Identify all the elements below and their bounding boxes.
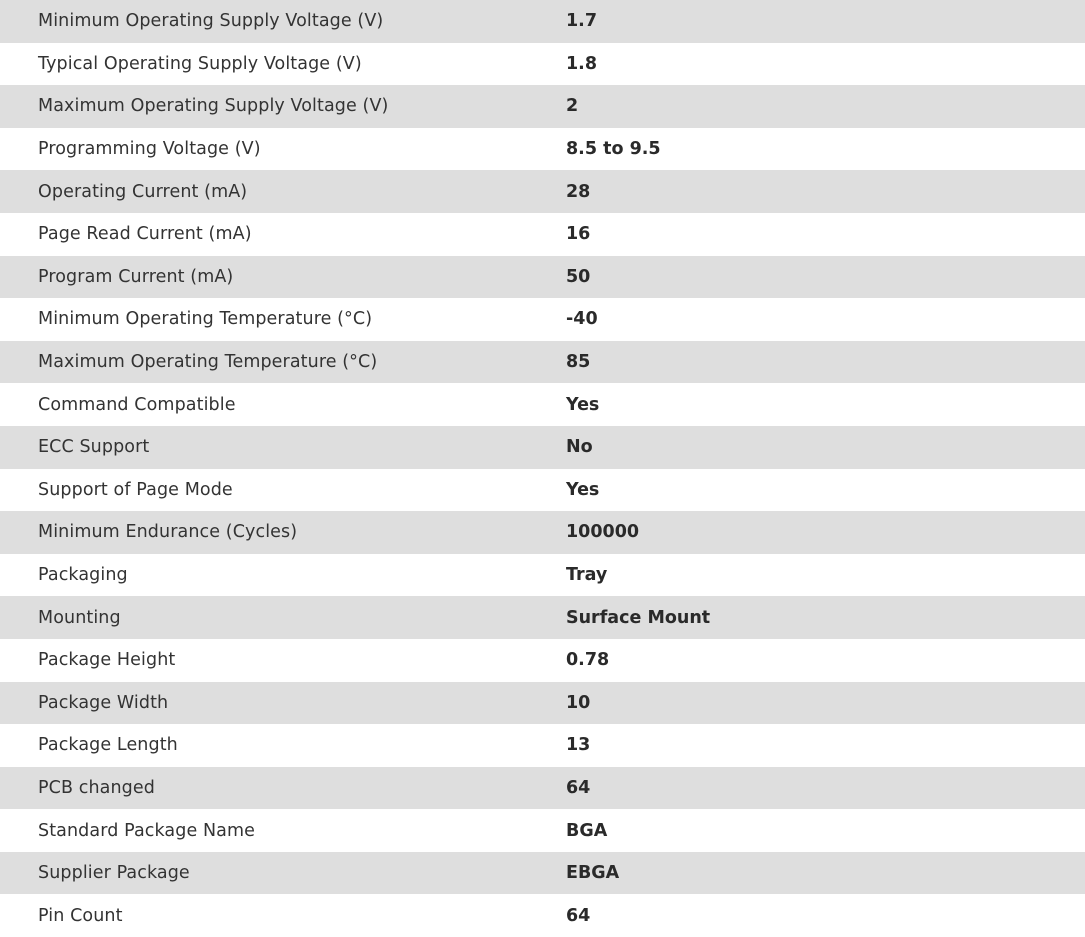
spec-label: Programming Voltage (V) (38, 139, 261, 160)
spec-row (0, 213, 1085, 256)
spec-label: Package Height (38, 650, 176, 671)
spec-label: Support of Page Mode (38, 479, 233, 500)
spec-label: Page Read Current (mA) (38, 224, 252, 245)
spec-row (0, 426, 1085, 469)
spec-value: Tray (566, 565, 608, 586)
spec-label: PCB changed (38, 777, 155, 798)
spec-row (0, 469, 1085, 512)
spec-value: 8.5 to 9.5 (566, 139, 661, 160)
spec-label: Minimum Operating Supply Voltage (V) (38, 11, 384, 32)
spec-value: 1.8 (566, 53, 598, 74)
spec-row (0, 341, 1085, 384)
spec-label: Supplier Package (38, 863, 190, 884)
spec-row (0, 0, 1085, 43)
spec-row (0, 170, 1085, 213)
spec-label: Minimum Operating Temperature (°C) (38, 309, 373, 330)
spec-value: 50 (566, 266, 591, 287)
spec-value: 0.78 (566, 650, 610, 671)
spec-value: No (566, 437, 593, 458)
spec-row (0, 128, 1085, 171)
spec-row (0, 682, 1085, 725)
spec-label: Pin Count (38, 905, 123, 926)
spec-value: 64 (566, 777, 591, 798)
spec-row (0, 852, 1085, 895)
spec-row (0, 298, 1085, 341)
spec-label: Minimum Endurance (Cycles) (38, 522, 298, 543)
spec-label: Typical Operating Supply Voltage (V) (38, 53, 362, 74)
spec-label: Program Current (mA) (38, 266, 234, 287)
spec-value: 64 (566, 905, 591, 926)
spec-value: -40 (566, 309, 598, 330)
spec-value: 28 (566, 181, 591, 202)
spec-value: BGA (566, 820, 608, 841)
spec-value: Yes (566, 394, 600, 415)
spec-row (0, 511, 1085, 554)
spec-label: Command Compatible (38, 394, 236, 415)
spec-row (0, 639, 1085, 682)
spec-value: 16 (566, 224, 591, 245)
spec-value: Yes (566, 479, 600, 500)
spec-row (0, 596, 1085, 639)
spec-row (0, 554, 1085, 597)
spec-label: Package Width (38, 692, 169, 713)
spec-value: Surface Mount (566, 607, 711, 628)
spec-value: 13 (566, 735, 591, 756)
spec-label: Operating Current (mA) (38, 181, 248, 202)
spec-row (0, 85, 1085, 128)
spec-label: ECC Support (38, 437, 150, 458)
spec-value: 10 (566, 692, 591, 713)
spec-row (0, 724, 1085, 767)
spec-label: Packaging (38, 565, 128, 586)
spec-label: Maximum Operating Supply Voltage (V) (38, 96, 389, 117)
spec-row (0, 383, 1085, 426)
spec-row (0, 256, 1085, 299)
spec-label: Mounting (38, 607, 121, 628)
spec-value: 1.7 (566, 11, 598, 32)
spec-label: Package Length (38, 735, 178, 756)
spec-row (0, 894, 1085, 937)
spec-label: Maximum Operating Temperature (°C) (38, 352, 378, 373)
spec-value: EBGA (566, 863, 620, 884)
spec-row (0, 767, 1085, 810)
spec-label: Standard Package Name (38, 820, 256, 841)
spec-value: 2 (566, 96, 579, 117)
spec-row (0, 43, 1085, 86)
spec-row (0, 809, 1085, 852)
spec-value: 100000 (566, 522, 640, 543)
spec-value: 85 (566, 352, 591, 373)
